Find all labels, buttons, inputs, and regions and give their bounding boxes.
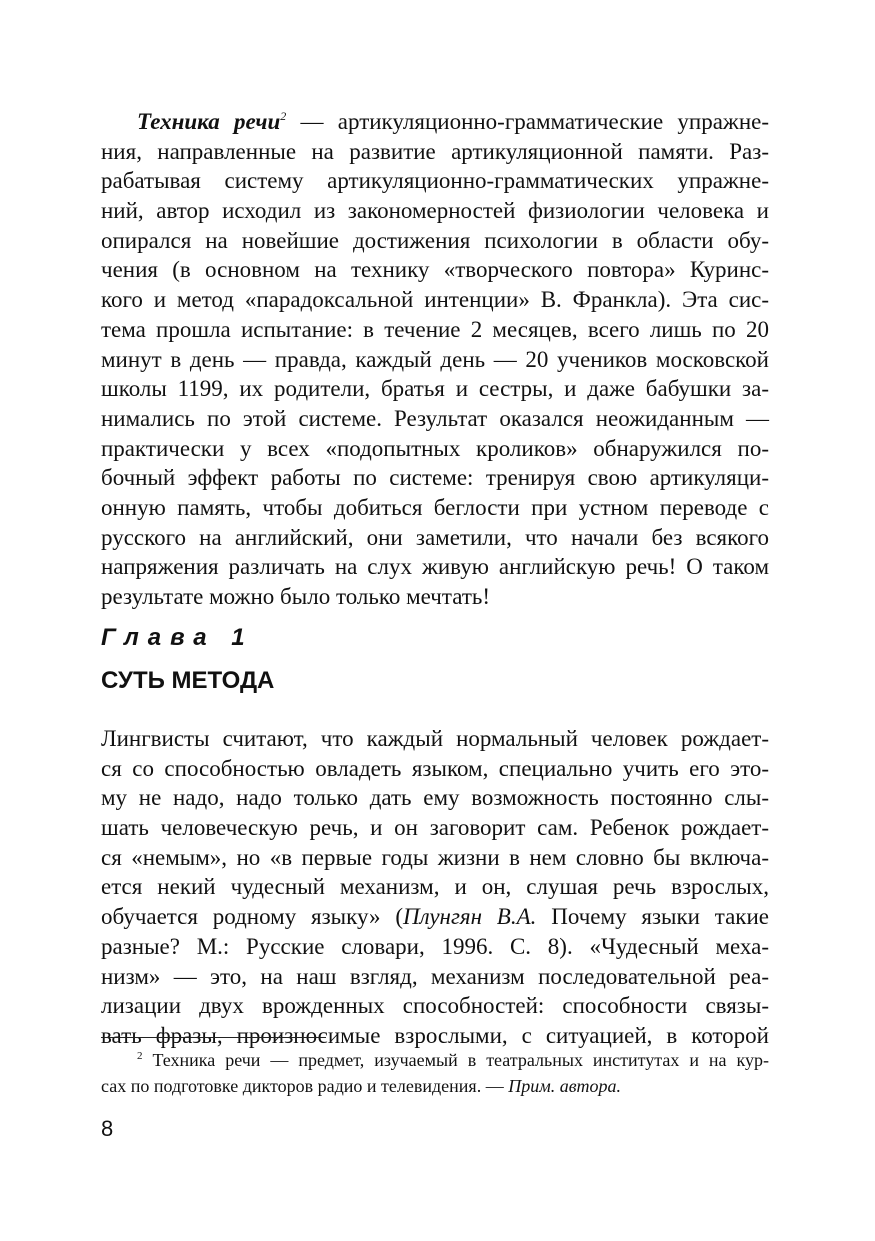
text-line: онную память, чтобы добиться беглости при устном переводе с [101,494,769,520]
text-line: шать человеческую речь, и он заговорит сам. Ребенок рождает- [101,815,769,841]
footnote-divider [101,1037,326,1038]
text-line: чения (в основном на технику «творческого повтора» Куринс- [101,257,769,283]
text-line: ется некий чудесный механизм, и он, слушая речь взрослых, [101,874,769,900]
text-line: бочный эффект работы по системе: тренируя свою артикуляци- [101,465,769,491]
text-line: опирался на новейшие достижения психологии в области обу- [101,227,769,253]
footnote-ref[interactable]: 2 [280,109,287,123]
text-line: ний, автор исходил из закономерностей физиологии человека и [101,198,769,224]
text-line: му не надо, надо только дать ему возможность постоянно слы- [101,785,769,811]
text-line: школы 1199, их родители, братья и сестры, и даже бабушки за- [101,376,769,402]
intro-paragraph [101,107,769,612]
text-line: практически у всех «подопытных кроликов» обнаружился по- [101,435,769,461]
text-line: рабатывая систему артикуляционно-грамматических упражне- [101,168,769,194]
text-line: низм» — это, на наш взгляд, механизм последовательной реа- [101,963,769,989]
footnote-note: Прим. автора. [508,1076,622,1096]
chapter-label: Глава 1 [101,624,254,651]
body-paragraph [101,724,769,1051]
text-line: ния, направленные на развитие артикуляционной памяти. Раз- [101,138,769,164]
text-line: русского на английский, они заметили, что начали без всякого [101,524,769,550]
text-line: минут в день — правда, каждый день — 20 учеников московской [101,346,769,372]
text-line: ся «немым», но «в первые годы жизни в нем словно бы включа- [101,844,769,870]
citation-author: Плунгян В.А. [402,904,537,930]
footnote [101,1047,769,1099]
text-line: Техника речи$^2$ — артикуляционно-грамматические упражне- [137,109,769,134]
text-line: напряжения различать на слух живую английскую речь! О таком [101,554,769,580]
footnote-marker: 2 [137,1050,143,1062]
text-line: нимались по этой системе. Результат оказался неожиданным — [101,405,769,431]
text-line: тема прошла испытание: в течение 2 месяцев, всего лишь по 20 [101,316,769,342]
text-line: обучается родному языку» (Плунгян В.А. Почему языки такие [101,904,769,930]
text-line: Лингвисты считают, что каждый нормальный человек рождает- [101,726,769,751]
text-line: результате можно было только мечтать! [101,584,491,609]
footnote-line: сах по подготовке дикторов радио и телевидения. — Прим. автора. [101,1076,622,1096]
footnote-line: $^2$ Техника речи — предмет, изучаемый в театральных институтах и на кур- [137,1050,769,1070]
text-line: вать фразы, произносимые взрослыми, с ситуацией, в которой [101,1022,769,1048]
text-line: разные? М.: Русские словари, 1996. С. 8). «Чудесный меха- [101,933,769,959]
page-number: 8 [101,1116,114,1141]
text-line: кого и метод «парадоксальной интенции» В. Франкла). Эта сис- [101,287,769,313]
text-line: лизации двух врожденных способностей: способности связы- [101,993,769,1019]
chapter-title: СУТЬ МЕТОДА [101,667,275,694]
text-line: ся со способностью овладеть языком, специально учить его это- [101,755,769,781]
term-technique: Техника речи [137,109,281,134]
